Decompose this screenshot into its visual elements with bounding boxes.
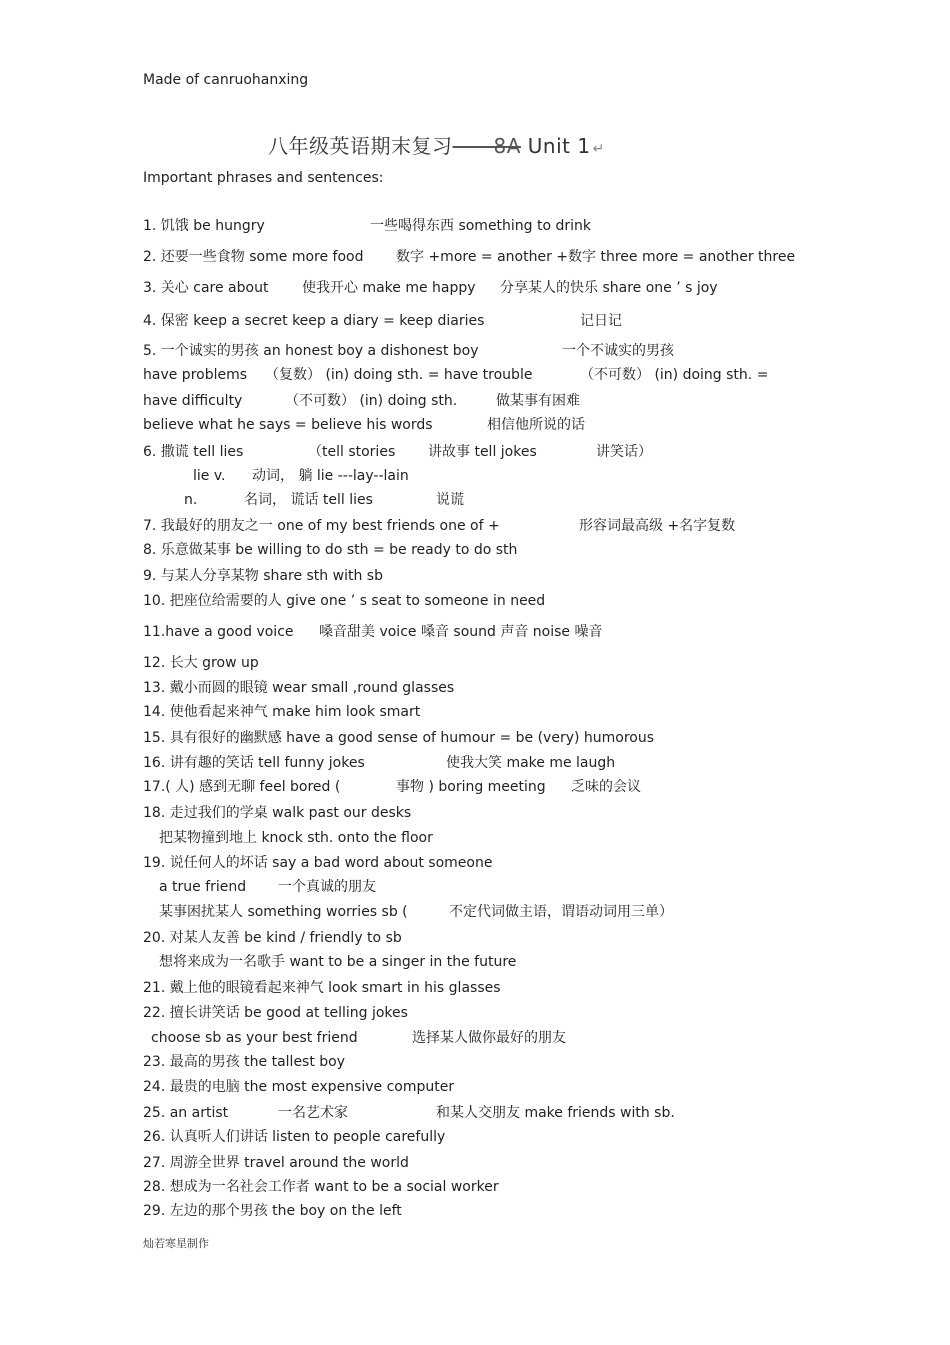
phrase-segment: 13. 戴小而圆的眼镜 wear small ,round glasses (143, 680, 455, 696)
phrase-segment: 29. 左边的那个男孩 the boy on the left (143, 1203, 402, 1219)
phrase-segment: 12. 长大 grow up (143, 655, 259, 671)
phrase-segment: 17.( 人) 感到无聊 feel bored ( (143, 779, 341, 795)
phrase-segment: 5. 一个诚实的男孩 an honest boy a dishonest boy (143, 343, 479, 359)
phrase-segment: 26. 认真听人们讲话 listen to people carefully (143, 1129, 446, 1145)
phrase-segment: 15. 具有很好的幽默感 have a good sense of humour = be (very) humorous (143, 730, 655, 746)
phrase-segment: 一些喝得东西 something to drink (370, 218, 592, 234)
phrase-segment: （tell stories (308, 444, 396, 460)
phrase-segment: 事物 ) boring meeting (396, 779, 546, 795)
phrase-segment: 8. 乐意做某事 be willing to do sth = be ready to do sth (143, 542, 518, 558)
phrase-segment: 23. 最高的男孩 the tallest boy (143, 1054, 346, 1070)
phrase-segment: 19. 说任何人的坏话 say a bad word about someone (143, 855, 493, 871)
phrase-segment: 9. 与某人分享某物 share sth with sb (143, 568, 383, 584)
phrase-segment: 记日记 (580, 313, 622, 329)
phrase-segment: 想将来成为一名歌手 want to be a singer in the future (159, 954, 517, 970)
phrase-segment: 使我开心 make me happy (302, 280, 476, 296)
phrase-segment: 讲故事 tell jokes (428, 444, 537, 460)
phrase-segment: 名词， 谎话 tell lies (244, 492, 373, 508)
phrase-segment: 一个不诚实的男孩 (562, 343, 674, 359)
phrase-segment: 21. 戴上他的眼镜看起来神气 look smart in his glasses (143, 980, 501, 996)
phrase-segment: 相信他所说的话 (487, 417, 585, 433)
phrase-segment: 一个真诚的朋友 (278, 879, 376, 895)
page-footer: 灿若寒星制作 (143, 1237, 209, 1250)
title-unit: Unit 1 (520, 134, 591, 158)
phrase-segment: 一名艺术家 (278, 1105, 348, 1121)
phrase-segment: 14. 使他看起来神气 make him look smart (143, 704, 421, 720)
phrase-segment: （不可数） (in) doing sth. = (580, 367, 769, 383)
phrase-segment: 25. an artist (143, 1105, 229, 1121)
phrase-segment: 22. 擅长讲笑话 be good at telling jokes (143, 1005, 408, 1021)
phrase-segment: 11.have a good voice (143, 624, 294, 640)
phrase-segment: have difficulty (143, 393, 243, 409)
phrase-segment: 讲笑话） (596, 444, 652, 460)
phrase-segment: 4. 保密 keep a secret keep a diary = keep diaries (143, 313, 485, 329)
phrase-segment: 10. 把座位给需要的人 give one ’ s seat to someone in need (143, 593, 546, 609)
phrase-segment: （不可数） (in) doing sth. (285, 393, 458, 409)
phrase-segment: 和某人交朋友 make friends with sb. (436, 1105, 675, 1121)
phrase-segment: 分享某人的快乐 share one ’ s joy (500, 280, 718, 296)
phrase-segment: choose sb as your best friend (151, 1030, 358, 1046)
section-heading: Important phrases and sentences: (143, 170, 384, 186)
phrase-segment: 16. 讲有趣的笑话 tell funny jokes (143, 755, 365, 771)
document-title (268, 130, 605, 159)
phrase-segment: 嗓音甜美 voice 嗓音 sound 声音 noise 噪音 (319, 624, 603, 640)
phrase-segment: 把某物撞到地上 knock sth. onto the floor (159, 830, 433, 846)
phrase-segment: 说谎 (436, 492, 464, 508)
phrase-segment: 6. 撒谎 tell lies (143, 444, 244, 460)
phrase-segment: 使我大笑 make me laugh (446, 755, 616, 771)
phrase-segment: 数字 +more = another +数字 three more = another three (396, 249, 796, 265)
title-main: 八年级英语期末复习 (268, 134, 453, 158)
title-unit-code: 8A (493, 134, 521, 158)
phrase-segment: lie v. (193, 468, 226, 484)
phrase-segment: 1. 饥饿 be hungry (143, 218, 265, 234)
phrase-segment: 不定代词做主语，谓语动词用三单） (449, 904, 673, 920)
phrase-segment: 18. 走过我们的学桌 walk past our desks (143, 805, 412, 821)
phrase-segment: 动词， 躺 lie ---lay--lain (252, 468, 409, 484)
phrase-segment: （复数） (in) doing sth. = have trouble (265, 367, 533, 383)
phrase-segment: 3. 关心 care about (143, 280, 269, 296)
phrase-segment: 27. 周游全世界 travel around the world (143, 1155, 409, 1171)
phrase-segment: a true friend (159, 879, 247, 895)
phrase-segment: 选择某人做你最好的朋友 (412, 1030, 566, 1046)
phrase-segment: n. (184, 492, 198, 508)
page-header: Made of canruohanxing (143, 72, 309, 88)
phrase-segment: 2. 还要一些食物 some more food (143, 249, 364, 265)
phrase-segment: 做某事有困难 (496, 393, 580, 409)
phrase-segment: 乏味的会议 (571, 779, 641, 795)
phrase-segment: believe what he says = believe his words (143, 417, 433, 433)
phrase-segment: 某事困扰某人 something worries sb ( (159, 904, 408, 920)
phrase-segment: 形容词最高级 +名字复数 (579, 518, 736, 534)
phrase-segment: 7. 我最好的朋友之一 one of my best friends one of + (143, 518, 500, 534)
paragraph-mark-icon: ↵ (592, 141, 605, 157)
phrase-segment: 24. 最贵的电脑 the most expensive computer (143, 1079, 455, 1095)
phrase-segment: 28. 想成为一名社会工作者 want to be a social worker (143, 1179, 499, 1195)
phrase-segment: have problems (143, 367, 248, 383)
title-dash: —— (452, 134, 494, 158)
phrase-segment: 20. 对某人友善 be kind / friendly to sb (143, 930, 402, 946)
